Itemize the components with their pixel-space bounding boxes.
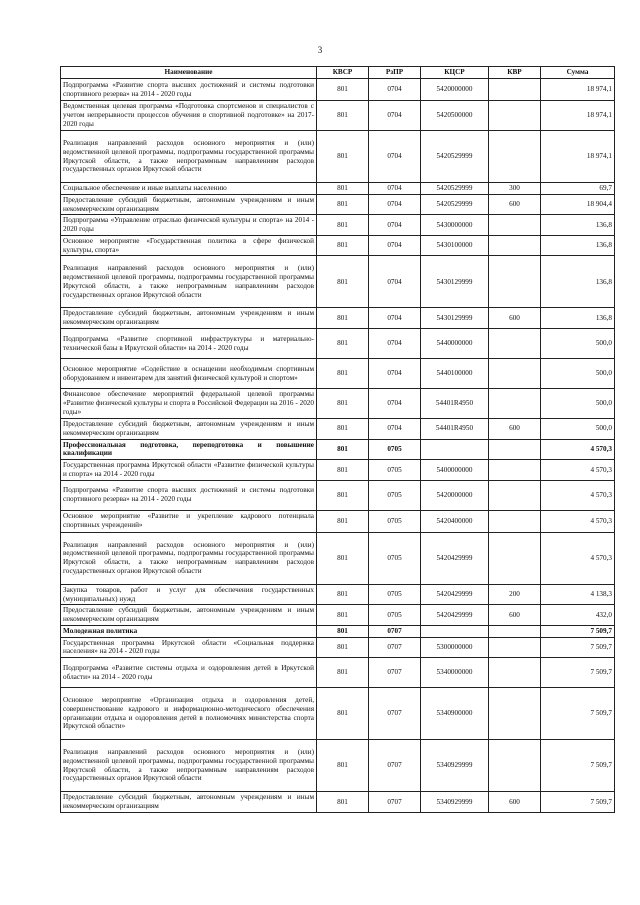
row-rzpr-cell: 0704 (369, 308, 421, 329)
row-kcsr-cell: 5430129999 (421, 308, 489, 329)
table-row (61, 329, 615, 359)
row-kvsr-cell: 801 (317, 101, 369, 131)
table-row (61, 625, 615, 637)
table-row (61, 215, 615, 236)
row-kvsr-cell: 801 (317, 439, 369, 460)
row-sum-cell: 136,8 (541, 235, 615, 256)
row-kvr-cell (489, 79, 541, 101)
row-name-cell: Социальное обеспечение и иные выплаты населению (61, 183, 317, 195)
row-kcsr-cell: 5300000000 (421, 637, 489, 658)
row-sum-cell: 500,0 (541, 329, 615, 359)
row-kvr-cell (489, 740, 541, 792)
table-row (61, 460, 615, 481)
row-kvsr-cell: 801 (317, 740, 369, 792)
row-name-cell: Реализация направлений расходов основного мероприятия и (или) ведомственной целевой программы, подпрограммы государственной программы Иркутской области, а также непрограммным направлениям расходов государственных органов Иркутской области (61, 256, 317, 308)
row-kvr-cell: 200 (489, 584, 541, 605)
row-name-cell: Ведомственная целевая программа «Подготовка спортсменов и специалистов с учетом непрерывности процессов обучения в спортивной подготовке» на 2017-2020 годы (61, 101, 317, 131)
row-kvsr-cell: 801 (317, 792, 369, 813)
row-kcsr-cell: 54401R4950 (421, 419, 489, 440)
row-kcsr-cell: 5400000000 (421, 460, 489, 481)
row-name-cell: Государственная программа Иркутской области «Социальная поддержка населения» на 2014 - 2020 годы (61, 637, 317, 658)
row-kvsr-cell: 801 (317, 460, 369, 481)
row-rzpr-cell: 0705 (369, 532, 421, 584)
row-kcsr-cell: 5420429999 (421, 532, 489, 584)
row-kvsr-cell: 801 (317, 419, 369, 440)
row-kcsr-cell (421, 625, 489, 637)
table-row (61, 584, 615, 605)
row-kvr-cell: 600 (489, 792, 541, 813)
row-name-cell: Государственная программа Иркутской области «Развитие физической культуры и спорта» на 2014 - 2020 годы (61, 460, 317, 481)
row-sum-cell: 69,7 (541, 183, 615, 195)
row-rzpr-cell: 0704 (369, 359, 421, 389)
row-sum-cell: 136,8 (541, 215, 615, 236)
row-kvr-cell (489, 625, 541, 637)
row-sum-cell: 7 509,7 (541, 740, 615, 792)
row-kvr-cell (489, 688, 541, 740)
table-row (61, 439, 615, 460)
row-kvr-cell (489, 532, 541, 584)
table-row (61, 194, 615, 215)
row-kcsr-cell: 5420429999 (421, 584, 489, 605)
row-kcsr-cell: 5420000000 (421, 79, 489, 101)
row-kvr-cell (489, 510, 541, 532)
row-kvr-cell: 600 (489, 419, 541, 440)
row-sum-cell: 432,0 (541, 605, 615, 626)
row-kvsr-cell: 801 (317, 584, 369, 605)
row-kcsr-cell: 5420529999 (421, 183, 489, 195)
row-rzpr-cell: 0704 (369, 215, 421, 236)
row-kvr-cell (489, 215, 541, 236)
row-kcsr-cell: 5430100000 (421, 235, 489, 256)
row-sum-cell: 7 509,7 (541, 688, 615, 740)
row-kvr-cell (489, 359, 541, 389)
row-kvsr-cell: 801 (317, 658, 369, 688)
row-rzpr-cell: 0704 (369, 419, 421, 440)
table-row (61, 792, 615, 813)
header-kvr: КВР (489, 67, 541, 79)
row-name-cell: Молодежная политика (61, 625, 317, 637)
row-sum-cell: 4 570,3 (541, 439, 615, 460)
header-kcsr: КЦСР (421, 67, 489, 79)
row-kvsr-cell: 801 (317, 510, 369, 532)
row-name-cell: Подпрограмма «Развитие системы отдыха и оздоровления детей в Иркутской области» на 2014 - 2020 годы (61, 658, 317, 688)
table-row (61, 605, 615, 626)
row-rzpr-cell: 0704 (369, 329, 421, 359)
row-name-cell: Предоставление субсидий бюджетным, автономным учреждениям и иным некоммерческим организациям (61, 194, 317, 215)
row-kvsr-cell: 801 (317, 194, 369, 215)
row-kvsr-cell: 801 (317, 389, 369, 419)
table-row (61, 532, 615, 584)
row-kvsr-cell: 801 (317, 183, 369, 195)
row-name-cell: Реализация направлений расходов основного мероприятия и (или) ведомственной целевой программы, подпрограммы государственной программы Иркутской области, а также непрограммным направлениям расходов государственных органов Иркутской области (61, 532, 317, 584)
row-rzpr-cell: 0704 (369, 131, 421, 183)
row-sum-cell: 4 570,3 (541, 510, 615, 532)
table-row (61, 389, 615, 419)
row-kcsr-cell: 5340900000 (421, 688, 489, 740)
row-rzpr-cell: 0707 (369, 792, 421, 813)
table-row (61, 359, 615, 389)
row-name-cell: Предоставление субсидий бюджетным, автономным учреждениям и иным некоммерческим организациям (61, 792, 317, 813)
row-name-cell: Финансовое обеспечение мероприятий федеральной целевой программы «Развитие физической культуры и спорта в Российской Федерации на 2016 - 2020 годы» (61, 389, 317, 419)
row-kvr-cell: 600 (489, 308, 541, 329)
row-sum-cell: 136,8 (541, 308, 615, 329)
row-kvr-cell (489, 235, 541, 256)
row-kvsr-cell: 801 (317, 688, 369, 740)
row-kvsr-cell: 801 (317, 235, 369, 256)
row-kvsr-cell: 801 (317, 605, 369, 626)
table-row (61, 235, 615, 256)
table-row (61, 658, 615, 688)
row-kcsr-cell: 5420500000 (421, 101, 489, 131)
row-name-cell: Основное мероприятие «Организация отдыха и оздоровления детей, совершенствование кадрового и информационно-методического обеспечения организации отдыха и оздоровления детей в полномочиях министерства спорта Иркутской области» (61, 688, 317, 740)
row-rzpr-cell: 0707 (369, 658, 421, 688)
row-name-cell: Профессиональная подготовка, переподготовка и повышение квалификации (61, 439, 317, 460)
row-kvr-cell (489, 131, 541, 183)
row-kvsr-cell: 801 (317, 625, 369, 637)
page-number: 3 (317, 45, 323, 55)
row-kcsr-cell: 5420529999 (421, 131, 489, 183)
row-kvr-cell: 600 (489, 194, 541, 215)
row-name-cell: Основное мероприятие «Развитие и укрепление кадрового потенциала спортивных учреждений» (61, 510, 317, 532)
table-row (61, 131, 615, 183)
row-rzpr-cell: 0704 (369, 256, 421, 308)
table-row (61, 637, 615, 658)
row-name-cell: Предоставление субсидий бюджетным, автономным учреждениям и иным некоммерческим организациям (61, 419, 317, 440)
row-kvr-cell (489, 256, 541, 308)
row-kvsr-cell: 801 (317, 329, 369, 359)
row-kvsr-cell: 801 (317, 79, 369, 101)
row-name-cell: Подпрограмма «Развитие спортивной инфраструктуры и материально- технической базы в Иркутской области» на 2014 - 2020 годы (61, 329, 317, 359)
row-kvsr-cell: 801 (317, 532, 369, 584)
row-sum-cell: 7 509,7 (541, 658, 615, 688)
row-sum-cell: 4 570,3 (541, 532, 615, 584)
row-name-cell: Основное мероприятие «Государственная политика в сфере физической культуры, спорта» (61, 235, 317, 256)
row-sum-cell: 7 509,7 (541, 792, 615, 813)
row-kcsr-cell: 5420429999 (421, 605, 489, 626)
row-kcsr-cell: 5420400000 (421, 510, 489, 532)
row-kcsr-cell: 5420000000 (421, 480, 489, 510)
header-sum: Сумма (541, 67, 615, 79)
row-kvsr-cell: 801 (317, 256, 369, 308)
row-rzpr-cell: 0707 (369, 688, 421, 740)
row-rzpr-cell: 0704 (369, 194, 421, 215)
row-kvr-cell (489, 480, 541, 510)
row-kcsr-cell: 5430129999 (421, 256, 489, 308)
row-kcsr-cell: 5420529999 (421, 194, 489, 215)
table-row (61, 510, 615, 532)
table-row (61, 688, 615, 740)
row-rzpr-cell: 0704 (369, 79, 421, 101)
row-sum-cell: 500,0 (541, 359, 615, 389)
row-kvsr-cell: 801 (317, 359, 369, 389)
row-kvr-cell (489, 460, 541, 481)
row-rzpr-cell: 0707 (369, 625, 421, 637)
row-name-cell: Реализация направлений расходов основного мероприятия и (или) ведомственной целевой программы, подпрограммы государственной программы Иркутской области, а также непрограммным направлениям расходов государственных органов Иркутской области (61, 131, 317, 183)
row-kvr-cell (489, 439, 541, 460)
header-name: Наименование (61, 67, 317, 79)
row-kvsr-cell: 801 (317, 131, 369, 183)
row-name-cell: Подпрограмма «Управление отраслью физической культуры и спорта» на 2014 - 2020 годы (61, 215, 317, 236)
row-name-cell: Подпрограмма «Развитие спорта высших достижений и системы подготовки спортивного резерва» на 2014 - 2020 годы (61, 480, 317, 510)
row-kvsr-cell: 801 (317, 215, 369, 236)
row-kcsr-cell: 5340929999 (421, 740, 489, 792)
row-name-cell: Основное мероприятие «Содействие в оснащении необходимым спортивным оборудованием и инвентарем для занятий физической культурой и спортом» (61, 359, 317, 389)
table-row (61, 256, 615, 308)
row-rzpr-cell: 0707 (369, 637, 421, 658)
row-name-cell: Предоставление субсидий бюджетным, автономным учреждениям и иным некоммерческим организациям (61, 605, 317, 626)
row-sum-cell: 18 974,1 (541, 101, 615, 131)
row-kvsr-cell: 801 (317, 637, 369, 658)
row-kcsr-cell: 5430000000 (421, 215, 489, 236)
row-sum-cell: 18 974,1 (541, 79, 615, 101)
row-kcsr-cell: 5440100000 (421, 359, 489, 389)
row-rzpr-cell: 0705 (369, 605, 421, 626)
row-rzpr-cell: 0707 (369, 740, 421, 792)
row-kcsr-cell (421, 439, 489, 460)
row-rzpr-cell: 0704 (369, 101, 421, 131)
row-sum-cell: 7 509,7 (541, 637, 615, 658)
table-row (61, 419, 615, 440)
row-sum-cell: 136,8 (541, 256, 615, 308)
row-kcsr-cell: 5340000000 (421, 658, 489, 688)
row-sum-cell: 500,0 (541, 389, 615, 419)
row-kvr-cell (489, 101, 541, 131)
row-rzpr-cell: 0704 (369, 235, 421, 256)
table-row (61, 480, 615, 510)
table-row (61, 79, 615, 101)
row-rzpr-cell: 0705 (369, 480, 421, 510)
header-rzpr: РзПР (369, 67, 421, 79)
row-kcsr-cell: 5440000000 (421, 329, 489, 359)
row-name-cell: Подпрограмма «Развитие спорта высших достижений и системы подготовки спортивного резерва» на 2014 - 2020 годы (61, 79, 317, 101)
row-kvr-cell (489, 637, 541, 658)
row-rzpr-cell: 0705 (369, 584, 421, 605)
row-sum-cell: 4 570,3 (541, 480, 615, 510)
row-kvr-cell (489, 658, 541, 688)
table-row (61, 183, 615, 195)
row-rzpr-cell: 0705 (369, 460, 421, 481)
row-sum-cell: 500,0 (541, 419, 615, 440)
row-sum-cell: 4 138,3 (541, 584, 615, 605)
row-name-cell: Предоставление субсидий бюджетным, автономным учреждениям и иным некоммерческим организациям (61, 308, 317, 329)
table-row (61, 308, 615, 329)
budget-table (60, 66, 615, 813)
row-kvr-cell: 600 (489, 605, 541, 626)
row-name-cell: Закупка товаров, работ и услуг для обеспечения государственных (муниципальных) нужд (61, 584, 317, 605)
row-kvsr-cell: 801 (317, 480, 369, 510)
row-kvr-cell (489, 329, 541, 359)
row-kcsr-cell: 5340929999 (421, 792, 489, 813)
row-kcsr-cell: 54401R4950 (421, 389, 489, 419)
row-kvr-cell (489, 389, 541, 419)
row-sum-cell: 4 570,3 (541, 460, 615, 481)
table-row (61, 101, 615, 131)
row-rzpr-cell: 0705 (369, 510, 421, 532)
row-rzpr-cell: 0704 (369, 183, 421, 195)
table-header-row (61, 67, 615, 79)
row-sum-cell: 7 509,7 (541, 625, 615, 637)
row-sum-cell: 18 974,1 (541, 131, 615, 183)
row-kvr-cell: 300 (489, 183, 541, 195)
header-kvsr: КВСР (317, 67, 369, 79)
table-row (61, 740, 615, 792)
row-rzpr-cell: 0705 (369, 439, 421, 460)
row-sum-cell: 18 904,4 (541, 194, 615, 215)
row-kvsr-cell: 801 (317, 308, 369, 329)
row-name-cell: Реализация направлений расходов основного мероприятия и (или) ведомственной целевой программы, подпрограммы государственной программы Иркутской области, а также непрограммным направлениям расходов государственных органов Иркутской области (61, 740, 317, 792)
row-rzpr-cell: 0704 (369, 389, 421, 419)
